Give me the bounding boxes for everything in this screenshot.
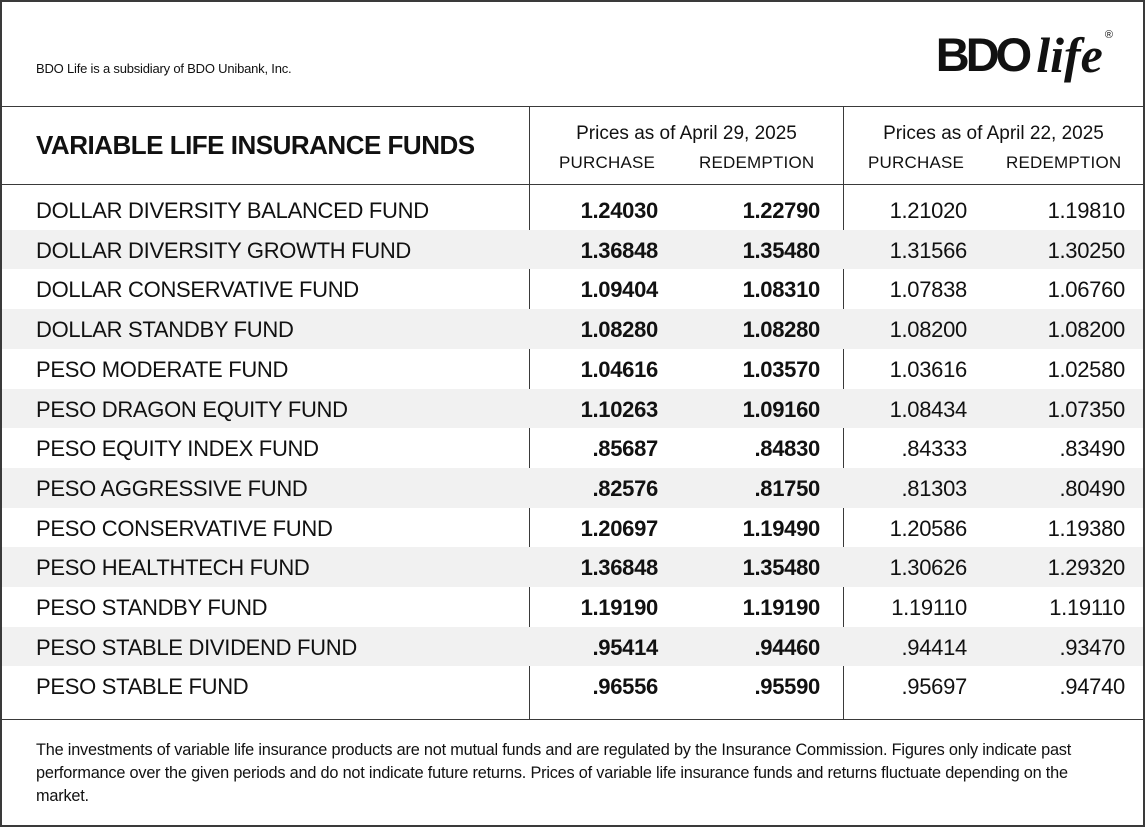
fund-prices-table: [2, 107, 1143, 719]
previous-purchase-price: 1.08434: [889, 396, 967, 422]
table-row: [2, 389, 1143, 429]
previous-redemption-price: 1.02580: [1047, 356, 1125, 382]
column-header-redemption: REDEMPTION: [699, 153, 815, 172]
current-purchase-price: .85687: [592, 436, 658, 462]
current-purchase-price: 1.08280: [580, 317, 658, 343]
previous-redemption-price: 1.30250: [1047, 237, 1125, 263]
previous-redemption-price: .93470: [1059, 634, 1125, 660]
current-redemption-price: 1.19490: [742, 515, 820, 541]
current-purchase-price: 1.36848: [580, 237, 658, 263]
table-row: [2, 468, 1143, 508]
fund-name: DOLLAR STANDBY FUND: [36, 317, 294, 343]
disclaimer-text: The investments of variable life insurance products are not mutual funds and are regulated by the Insurance Commission. Figures only indicate past performance over the given periods and do not indicate future returns. Prices of variable life insurance funds and returns fluctuate depending on the market.: [36, 741, 1072, 805]
current-redemption-price: 1.08280: [742, 317, 820, 343]
table-row: [2, 309, 1143, 349]
current-redemption-price: 1.19190: [742, 595, 820, 620]
current-purchase-price: 1.09404: [580, 277, 658, 303]
current-purchase-price: .95414: [592, 634, 658, 660]
previous-redemption-price: 1.08200: [1047, 317, 1125, 343]
current-purchase-price: .82576: [592, 475, 658, 501]
previous-redemption-price: 1.19110: [1049, 595, 1125, 620]
sheet-footer: [2, 719, 1143, 826]
table-header-row: [2, 107, 1143, 185]
previous-purchase-price: .81303: [901, 475, 967, 501]
current-redemption-price: 1.08310: [742, 277, 820, 303]
previous-purchase-price: .84333: [901, 436, 967, 462]
current-redemption-price: .94460: [754, 634, 820, 660]
registered-mark: ®: [1104, 29, 1113, 41]
logo-product-text: life: [1036, 27, 1103, 83]
current-redemption-price: 1.22790: [742, 198, 820, 223]
current-redemption-price: 1.35480: [742, 555, 820, 581]
fund-name: PESO HEALTHTECH FUND: [36, 555, 310, 581]
current-purchase-price: .96556: [592, 674, 658, 700]
table-row: [2, 230, 1143, 270]
table-row: [2, 508, 1143, 548]
table-row: [2, 627, 1143, 667]
fund-name: DOLLAR DIVERSITY GROWTH FUND: [36, 237, 412, 263]
previous-redemption-price: .80490: [1059, 475, 1125, 501]
current-redemption-price: .84830: [754, 436, 820, 462]
fund-name: PESO MODERATE FUND: [36, 356, 289, 382]
period-label-previous: Prices as of April 22, 2025: [883, 123, 1104, 144]
previous-redemption-price: 1.19810: [1047, 198, 1125, 223]
table-row: [2, 587, 1143, 627]
bdo-life-logo: [936, 24, 1113, 86]
current-purchase-price: 1.20697: [580, 515, 658, 541]
current-purchase-price: 1.19190: [580, 595, 658, 620]
fund-name: PESO DRAGON EQUITY FUND: [36, 396, 348, 422]
logo-brand-text: BDO: [935, 28, 1029, 81]
previous-redemption-price: .83490: [1059, 436, 1125, 462]
table-row: [2, 190, 1143, 230]
previous-redemption-price: 1.19380: [1047, 515, 1125, 541]
current-redemption-price: .95590: [754, 674, 820, 700]
previous-redemption-price: 1.29320: [1047, 555, 1125, 581]
current-redemption-price: 1.09160: [742, 396, 820, 422]
fund-name: PESO EQUITY INDEX FUND: [36, 436, 319, 462]
current-redemption-price: .81750: [754, 475, 820, 501]
previous-purchase-price: 1.21020: [889, 198, 967, 223]
fund-name: PESO STANDBY FUND: [36, 595, 268, 620]
current-purchase-price: 1.04616: [580, 356, 658, 382]
fund-name: DOLLAR CONSERVATIVE FUND: [36, 277, 359, 303]
column-header-redemption: REDEMPTION: [1006, 153, 1122, 172]
table-row: [2, 269, 1143, 309]
current-redemption-price: 1.03570: [742, 356, 820, 382]
current-redemption-price: 1.35480: [742, 237, 820, 263]
previous-purchase-price: 1.07838: [889, 277, 967, 303]
previous-purchase-price: 1.08200: [889, 317, 967, 343]
column-header-purchase: PURCHASE: [559, 153, 656, 172]
previous-purchase-price: 1.19110: [891, 595, 967, 620]
previous-purchase-price: 1.30626: [889, 555, 967, 581]
fund-name: PESO STABLE FUND: [36, 674, 249, 700]
fund-name: PESO STABLE DIVIDEND FUND: [36, 634, 357, 660]
period-label-current: Prices as of April 29, 2025: [576, 123, 797, 144]
current-purchase-price: 1.10263: [580, 396, 658, 422]
column-header-purchase: PURCHASE: [868, 153, 965, 172]
table-row: [2, 666, 1143, 706]
fund-name: DOLLAR DIVERSITY BALANCED FUND: [36, 198, 429, 223]
current-purchase-price: 1.36848: [580, 555, 658, 581]
previous-purchase-price: 1.20586: [889, 515, 967, 541]
previous-redemption-price: 1.07350: [1047, 396, 1125, 422]
previous-purchase-price: 1.03616: [889, 356, 967, 382]
previous-redemption-price: .94740: [1059, 674, 1125, 700]
fund-name: PESO CONSERVATIVE FUND: [36, 515, 333, 541]
previous-purchase-price: 1.31566: [889, 237, 967, 263]
table-row: [2, 349, 1143, 389]
table-title: VARIABLE LIFE INSURANCE FUNDS: [36, 130, 475, 160]
table-row: [2, 547, 1143, 587]
sheet-header: [2, 2, 1143, 107]
table-row: [2, 428, 1143, 468]
previous-purchase-price: .94414: [901, 634, 967, 660]
subsidiary-note: BDO Life is a subsidiary of BDO Unibank, Inc.: [36, 61, 292, 76]
current-purchase-price: 1.24030: [580, 198, 658, 223]
previous-purchase-price: .95697: [901, 674, 967, 700]
previous-redemption-price: 1.06760: [1047, 277, 1125, 303]
fund-name: PESO AGGRESSIVE FUND: [36, 475, 308, 501]
